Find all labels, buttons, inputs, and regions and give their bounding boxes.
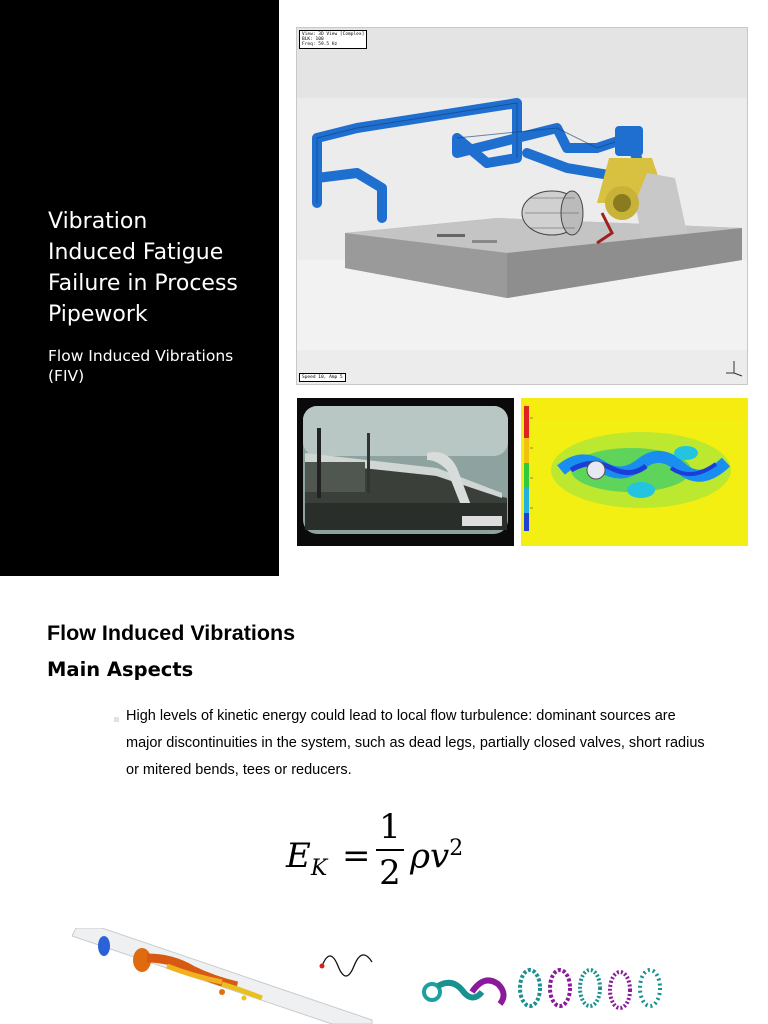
- model-info-box: View: 3D View [Complex] BLK: 100 Freq: 59.5 Hz: [299, 30, 367, 49]
- animation-speed-label: Speed 10, Amp 5: [299, 373, 346, 382]
- fraction-denominator: 2: [379, 853, 401, 893]
- energy-symbol: E: [286, 836, 311, 876]
- vortex-street-image: [412, 948, 680, 1024]
- fraction: [376, 808, 404, 892]
- equation-rhs: [410, 836, 463, 876]
- slide-subtitle: Main Aspects: [47, 658, 194, 681]
- kinetic-energy-equation: [284, 806, 504, 896]
- density-velocity: ρv: [410, 836, 450, 877]
- pipe-flow-turbulence-image: [72, 928, 380, 1024]
- slide-2: [0, 576, 768, 1024]
- slide-title: Flow Induced Vibrations: [47, 621, 296, 645]
- fraction-numerator: 1: [379, 807, 401, 847]
- velocity-exponent: 2: [449, 836, 464, 861]
- cfd-vortex-shedding-plot: [521, 398, 748, 546]
- energy-subscript: K: [310, 855, 328, 881]
- title-panel: [0, 0, 279, 576]
- bridge-oscillation-photo: [297, 398, 514, 546]
- bullet-text: High levels of kinetic energy could lead to local flow turbulence: dominant sources are major discontinuities in the system, such as dead legs, partially closed valves, short radius or mitered bends, tees or reducers.: [126, 708, 705, 778]
- equation-lhs: [286, 836, 327, 881]
- equals-sign: =: [342, 836, 371, 876]
- pipework-3d-model-figure: [296, 27, 748, 385]
- bullet-marker: [114, 717, 119, 722]
- slide-subtitle: Flow Induced Vibrations (FIV): [48, 347, 234, 385]
- slide-title: Vibration Induced Fatigue Failure in Process Pipework: [48, 209, 238, 327]
- fraction-bar: [376, 849, 404, 851]
